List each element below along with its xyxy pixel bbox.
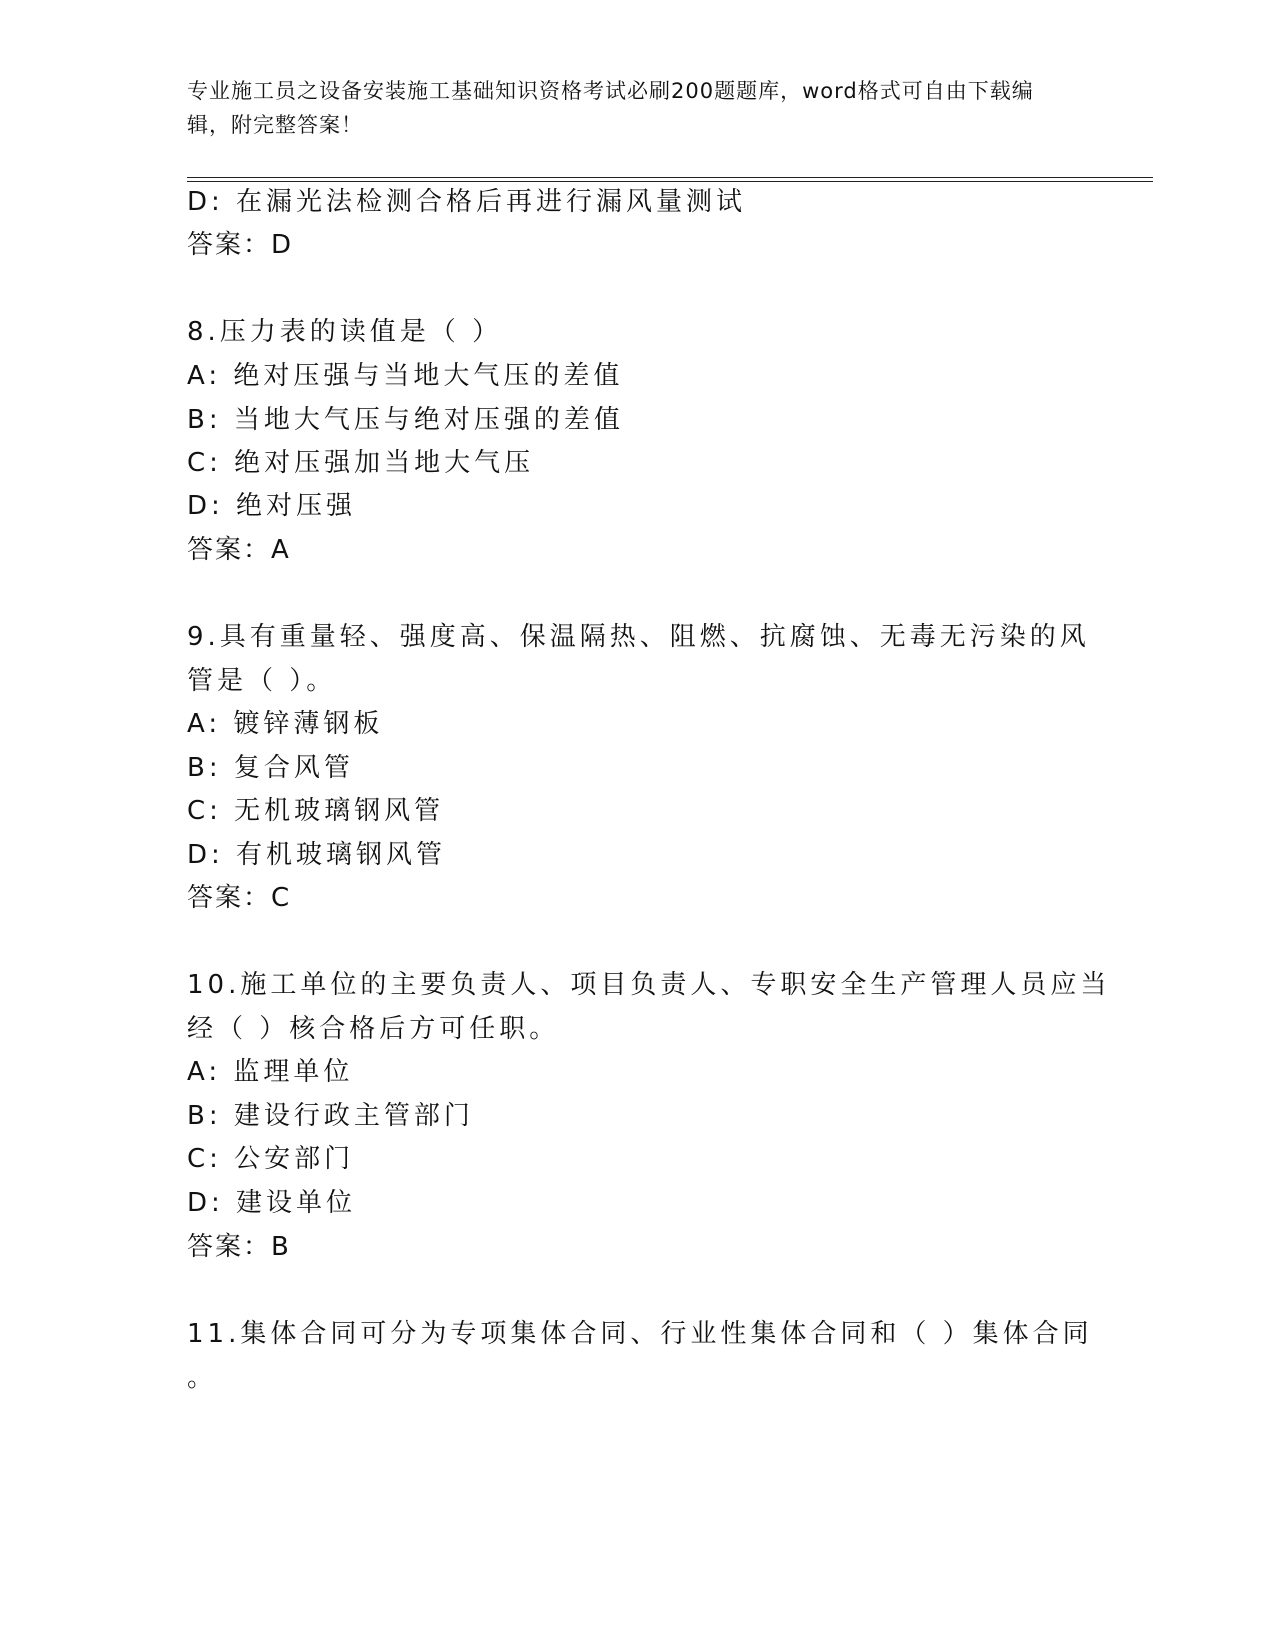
q8-option-a: A: 绝对压强与当地大气压的差值 [187, 361, 624, 391]
header-divider-top [187, 177, 1153, 178]
q10-answer: 答案：B [187, 1232, 291, 1262]
q8-option-b: B: 当地大气压与绝对压强的差值 [187, 405, 624, 435]
q10-option-d: D: 建设单位 [187, 1188, 357, 1218]
q9-option-c: C: 无机玻璃钢风管 [187, 796, 445, 826]
q9-stem-line2: 管是（ ）。 [187, 666, 337, 696]
q10-stem-line2: 经（ ）核合格后方可任职。 [187, 1014, 560, 1044]
q11-stem-line1: 11.集体合同可分为专项集体合同、行业性集体合同和（ ）集体合同 [187, 1319, 1093, 1349]
q10-option-b: B: 建设行政主管部门 [187, 1101, 474, 1131]
q8-answer: 答案：A [187, 535, 291, 565]
q9-option-b: B: 复合风管 [187, 753, 354, 783]
q9-answer: 答案：C [187, 883, 292, 913]
q11-stem-line2: 。 [187, 1363, 218, 1393]
q9-option-d: D: 有机玻璃钢风管 [187, 840, 447, 870]
header-divider-bottom [187, 181, 1153, 182]
q7-answer: 答案：D [187, 230, 294, 260]
q7-option-d: D: 在漏光法检测合格后再进行漏风量测试 [187, 187, 747, 217]
q8-option-d: D: 绝对压强 [187, 491, 357, 521]
page-header-title: 专业施工员之设备安装施工基础知识资格考试必刷200题题库，word格式可自由下载编辑，附完整答案！ [187, 79, 1034, 137]
q10-option-a: A: 监理单位 [187, 1057, 354, 1087]
q10-stem-line1: 10.施工单位的主要负责人、项目负责人、专职安全生产管理人员应当 [187, 970, 1111, 1000]
q8-stem: 8.压力表的读值是（ ） [187, 317, 503, 347]
q9-option-a: A: 镀锌薄钢板 [187, 709, 384, 739]
q9-stem-line1: 9.具有重量轻、强度高、保温隔热、阻燃、抗腐蚀、无毒无污染的风 [187, 622, 1090, 652]
q8-option-c: C: 绝对压强加当地大气压 [187, 448, 535, 478]
q10-option-c: C: 公安部门 [187, 1144, 355, 1174]
